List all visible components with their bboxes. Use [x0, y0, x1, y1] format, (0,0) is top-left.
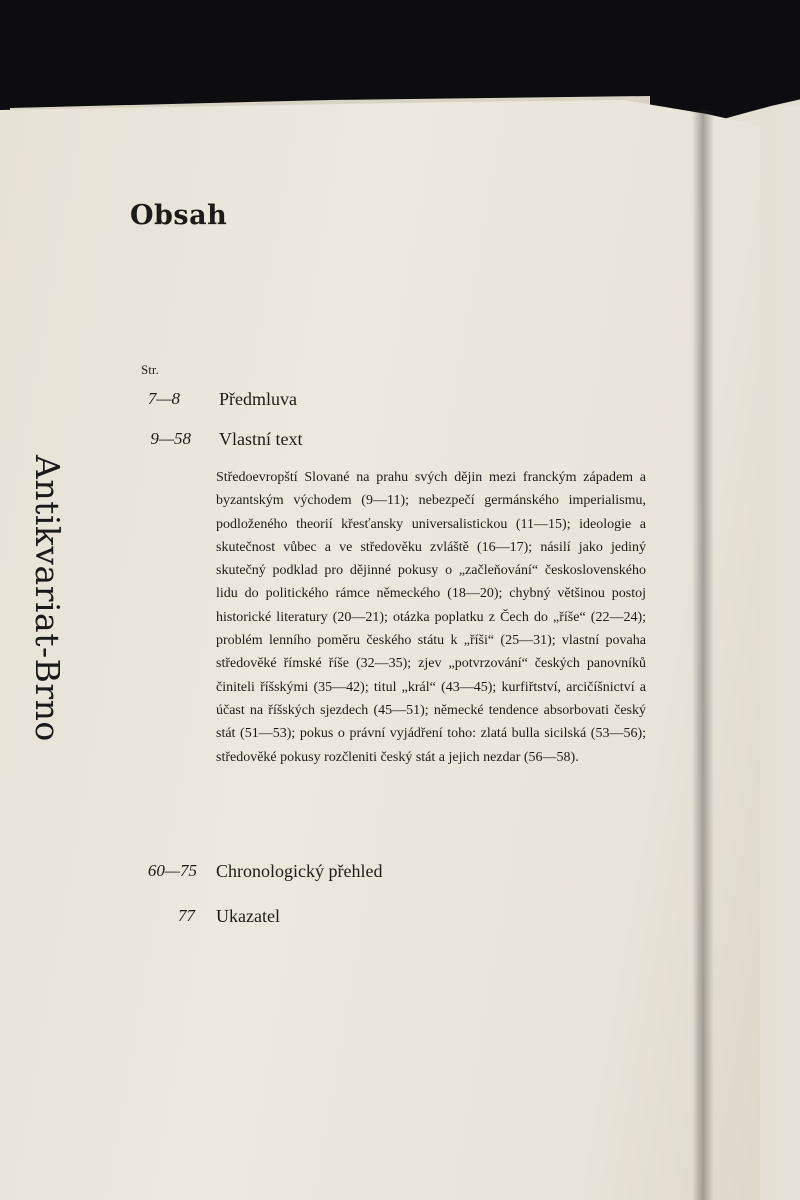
toc-entry-pages: 7—8	[147, 389, 180, 408]
toc-entry-label: Chronologický přehled	[216, 861, 383, 881]
book-gutter	[692, 110, 714, 1200]
toc-entry-pages: 77	[178, 906, 195, 925]
toc-entry-description: Středoevropští Slované na prahu svých dějin mezi franckým západem a byzantským východem (9—11); nebezpečí germánského imperialismu, podloženého theorií křesťansky universalistickou (11—15); ideologie a skutečnost vůbec a ve středověku zvláště (16—17); násilí jako jediný skutečný podklad pro dějinné pokusy o „začleňování“ československého lidu do politického rámce německého (18—20); chybný většinou postoj historické literatury (20—21); otázka poplatku z Čech do „říše“ (22—24); problém lenního poměru českého státu k „říši“ (25—31); vlastní povaha středověké římské říše (32—35); zjev „potvrzování“ českých panovníků činiteli říšskými (35—42); titul „král“ (43—45); kurfiřtství, arcičíšnictví a účast na říšských sjezdech (45—51); německé tendence absorbovati český stát (51—53); pokus o právní vyjádření toho: zlatá bulla sicilská (53—56); středověké pokusy rozčleniti český stát a jejich nezdar (56—58).	[216, 470, 646, 765]
toc-entry-pages: 60—75	[147, 861, 197, 880]
toc-entry-label: Vlastní text	[219, 429, 303, 449]
toc-entry-label: Předmluva	[219, 389, 297, 409]
column-label: Str.	[141, 362, 159, 377]
page-title: Obsah	[130, 200, 228, 231]
watermark-text: Antikvariat-Brno	[28, 455, 67, 742]
toc-entry-pages: 9—58	[150, 429, 191, 448]
toc-entry-label: Ukazatel	[216, 906, 280, 926]
